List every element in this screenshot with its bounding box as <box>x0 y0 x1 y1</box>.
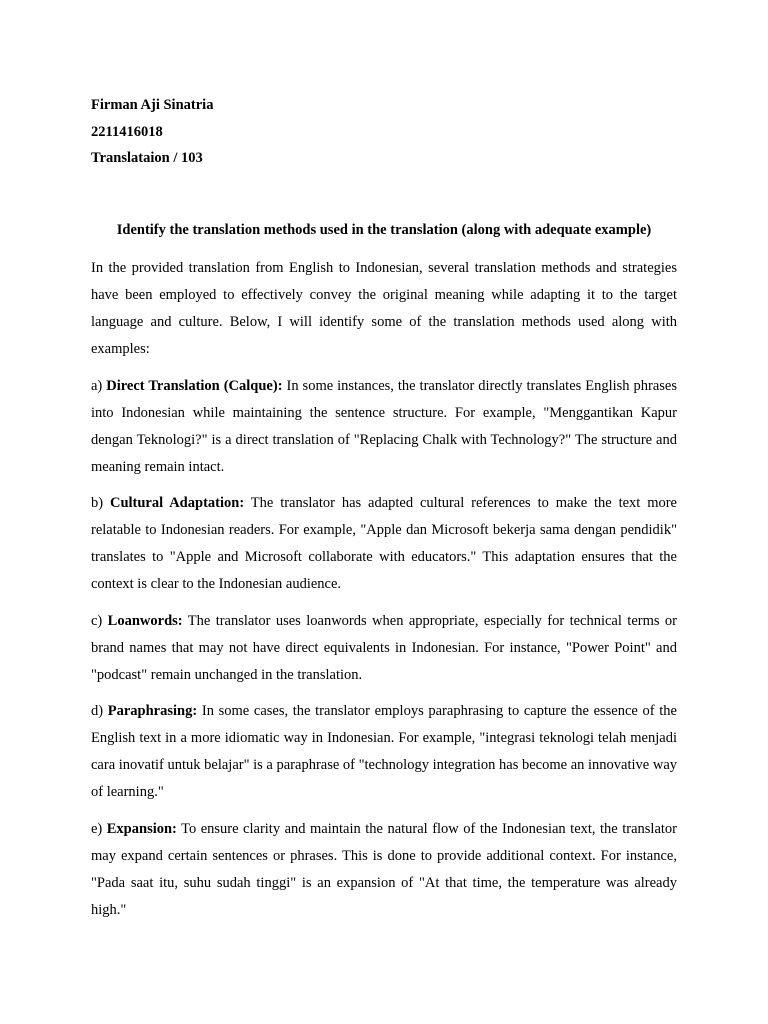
method-paragraph-cultural-adaptation <box>91 490 677 598</box>
method-text: To ensure clarity and maintain the natural flow of the Indonesian text, the translator may expand certain sentences or phrases. This is done to provide additional context. For instance, "Pada saat itu, suhu sudah tinggi" is an expansion of "At that time, the temperature was already high." <box>91 820 677 918</box>
student-id: 2211416018 <box>91 123 163 140</box>
method-marker: b) <box>91 495 104 511</box>
method-paragraph-expansion <box>91 816 677 924</box>
intro-paragraph: In the provided translation from English to Indonesian, several translation methods and strategies have been employed to effectively convey the original meaning while adapting it to the target language and culture. Below, I will identify some of the translation methods used along with examples: <box>91 260 677 357</box>
method-marker: d) <box>91 703 104 719</box>
course-label: Translataion / 103 <box>91 150 203 166</box>
method-marker: e) <box>91 820 103 837</box>
method-marker: c) <box>91 612 103 629</box>
document-body <box>91 255 677 933</box>
method-text: In some cases, the translator employs paraphrasing to capture the essence of the English text in a more idiomatic way in Indonesian. For example, "integrasi teknologi telah menjadi cara inovatif untuk belajar" is a paraphrase of "technology integration has become an innovative way of learning." <box>91 703 677 800</box>
method-text: The translator uses loanwords when appropriate, especially for technical terms or brand names that may not have direct equivalents in Indonesian. For instance, "Power Point" and "podcast" remain unchanged in the translation. <box>91 612 677 683</box>
assignment-title: Identify the translation methods used in the translation (along with adequate example) <box>116 222 652 238</box>
method-text: The translator has adapted cultural references to make the text more relatable to Indonesian readers. For example, "Apple dan Microsoft bekerja sama dengan pendidik" translates to "Apple and Microsoft collaborate with educators." This adaptation ensures that the context is clear to the Indonesian audience. <box>91 495 677 592</box>
author-name: Firman Aji Sinatria <box>91 97 214 113</box>
method-term: Expansion: <box>106 820 177 837</box>
method-paragraph-direct-translation <box>91 373 677 481</box>
method-paragraph-loanwords <box>91 608 677 689</box>
method-term: Cultural Adaptation: <box>109 495 245 511</box>
method-marker: a) <box>91 377 103 394</box>
method-term: Loanwords: <box>107 612 183 629</box>
method-text: In some instances, the translator directly translates English phrases into Indonesian while maintaining the sentence structure. For example, "Menggantikan Kapur dengan Teknologi?" is a direct translation of "Replacing Chalk with Technology?" The structure and meaning remain intact. <box>91 377 677 475</box>
method-term: Direct Translation (Calque): <box>106 377 283 394</box>
method-paragraph-paraphrasing <box>91 698 677 806</box>
method-term: Paraphrasing: <box>107 703 198 719</box>
author-header <box>91 92 677 172</box>
